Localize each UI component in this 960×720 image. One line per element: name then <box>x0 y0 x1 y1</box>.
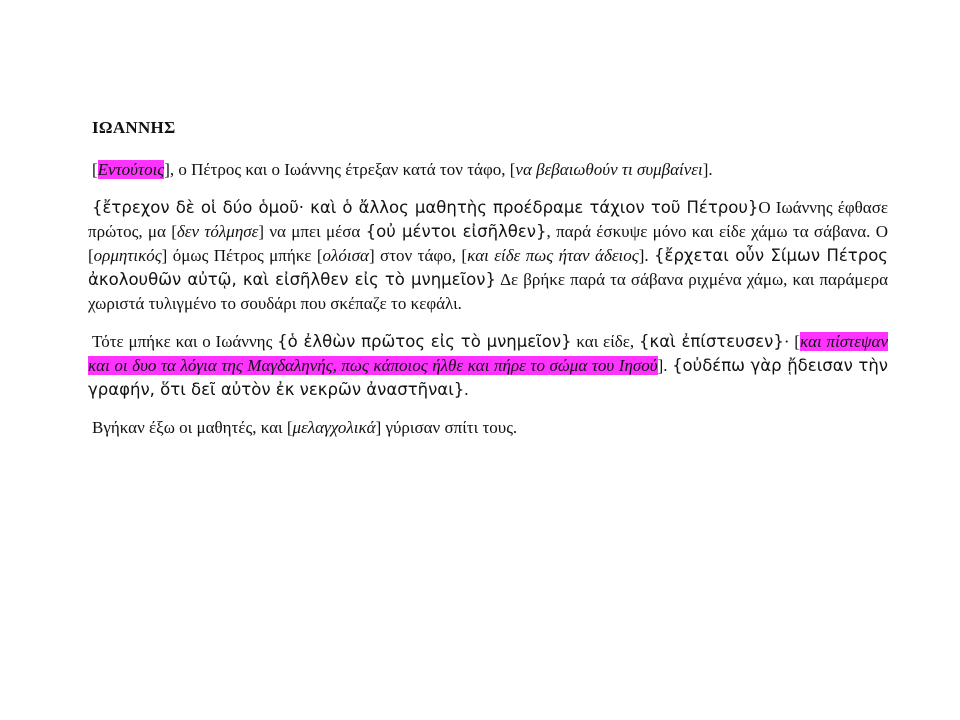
greek-quote: {ἔρχεται οὖν Σίμων Πέτρος ἀκολουθῶν αὐτῷ, καὶ εἰσῆλθεν εἰς τὸ μνημεῖον} <box>88 246 888 289</box>
highlighted-passage: και πίστεψαν και οι δυο τα λόγια της Μαγδαληνής, πως κάποιος ήλθε και πήρε το σώμα του Ιησού <box>88 332 888 375</box>
greek-quote: {ὁ ἐλθὼν πρῶτος εἰς τὸ μνημεῖον} <box>277 332 572 351</box>
greek-quote: {καὶ ἐπίστευσεν} <box>638 332 784 351</box>
bracket-open: [ <box>92 160 98 179</box>
text-run: Δε βρήκε παρά τα σάβανα ριχμένα χάμω, και παράμερα χωριστά τυλιγμένο το σουδάρι που σκέπαζε το κεφάλι. <box>88 270 888 313</box>
paragraph-3 <box>88 330 888 402</box>
highlighted-word: Εντούτοις <box>97 160 165 179</box>
greek-quote: {οὐ μέντοι εἰσῆλθεν} <box>365 222 547 241</box>
text-run: , παρά έσκυψε μόνο και είδε χάμω τα σάβανα. Ο [ <box>88 222 888 265</box>
paragraph-2 <box>88 196 888 316</box>
text-run: ] όμως Πέτρος μπήκε [ <box>161 246 323 265</box>
text-run: Ο Ιωάννης έφθασε πρώτος, μα [ <box>88 198 888 241</box>
greek-quote: {οὐδέπω γὰρ ᾔδεισαν τὴν γραφήν, ὅτι δεῖ αὐτὸν ἐκ νεκρῶν ἀναστῆναι} <box>88 356 889 399</box>
heading-ioannis: ΙΩΑΝΝΗΣ <box>92 118 176 137</box>
greek-quote: {ἔτρεχον δὲ οἱ δύο ὁμοῦ· καὶ ὁ ἄλλος μαθητὴς προέδραμε τάχιον τοῦ Πέτρου} <box>92 198 759 217</box>
text-run: ]. <box>638 246 655 265</box>
text-run: Βγήκαν έξω οι μαθητές, και [ <box>92 418 293 437</box>
italic-run: μελαγχολικά <box>292 418 376 437</box>
text-run: . <box>464 380 469 399</box>
text-run: και είδε, <box>571 332 639 351</box>
text-run: , ο Πέτρος και ο Ιωάννης έτρεξαν κατά τον τάφο, [ <box>169 160 516 179</box>
text-run: ] να μπει μέσα <box>258 222 366 241</box>
italic-run: να βεβαιωθούν τι συμβαίνει <box>515 160 703 179</box>
italic-run: ορμητικός <box>93 246 162 265</box>
italic-run: ολόισα <box>322 246 369 265</box>
paragraph-4 <box>88 416 888 440</box>
text-run: Τότε μπήκε και ο Ιωάννης <box>92 332 278 351</box>
bracket-close: ] <box>164 160 170 179</box>
italic-run: δεν τόλμησε <box>176 222 259 241</box>
text-run: ] γύρισαν σπίτι τους. <box>375 418 518 437</box>
text-run: · [ <box>783 332 800 351</box>
document-page <box>88 118 888 454</box>
text-run: ]. <box>702 160 713 179</box>
text-run: ]. <box>657 356 673 375</box>
italic-run: και είδε πως ήταν άδειος <box>467 246 639 265</box>
text-run: ] στον τάφο, [ <box>368 246 468 265</box>
paragraph-1 <box>88 158 888 182</box>
